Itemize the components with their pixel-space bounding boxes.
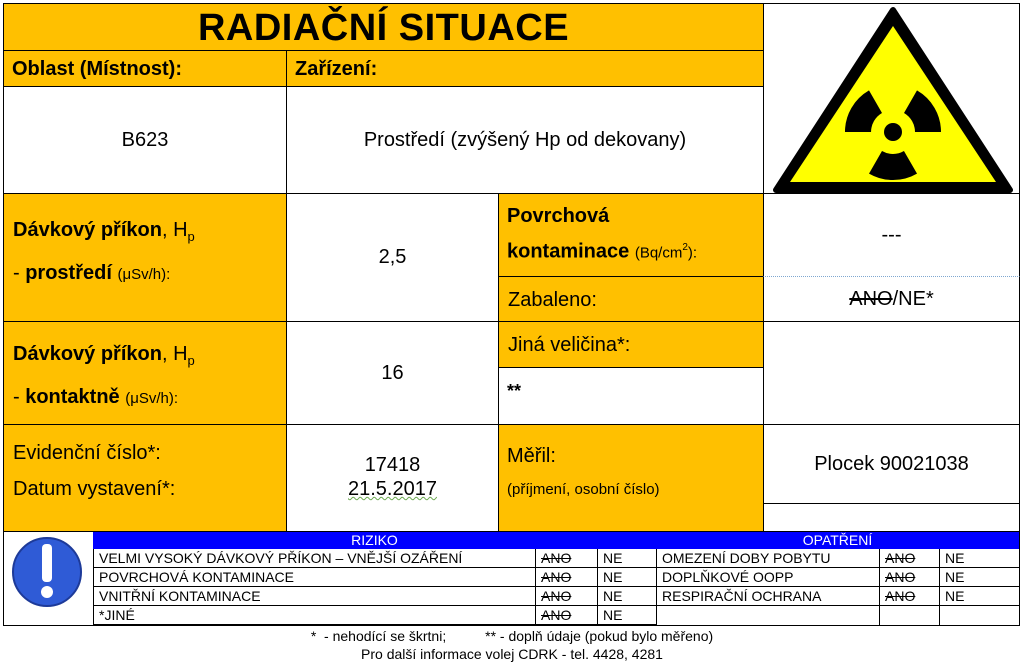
device-value: Prostředí (zvýšený Hp od dekovany) bbox=[286, 86, 764, 194]
evidence-label: Evidenční číslo*: bbox=[13, 442, 161, 464]
radiation-warning-icon bbox=[764, 4, 1021, 195]
risk-row-yes: ANO bbox=[535, 587, 597, 606]
device-label: Zařízení: bbox=[286, 50, 764, 87]
date-label: Datum vystavení*: bbox=[13, 478, 176, 500]
risk-row-yes: ANO bbox=[535, 606, 597, 625]
page-title: RADIAČNÍ SITUACE bbox=[3, 3, 764, 51]
risk-row-yes: ANO bbox=[535, 568, 597, 587]
risk-row-no: NE bbox=[597, 549, 656, 568]
measured-label-cell bbox=[498, 424, 764, 532]
packed-value: ANO /NE* bbox=[763, 276, 1020, 322]
evidence-date-values bbox=[286, 424, 499, 532]
date-value: 21.5.2017 bbox=[348, 478, 437, 500]
measures-row-text: RESPIRAČNÍ OCHRANA bbox=[656, 587, 879, 606]
measures-row-no: NE bbox=[939, 568, 1019, 587]
measures-row-yes: ANO bbox=[879, 568, 939, 587]
other-quantity-value: ** bbox=[498, 367, 764, 425]
surface-contamination-label: Povrchová kontaminace $(Bq/cm^2)$: bbox=[498, 193, 764, 277]
measures-row-text: DOPLŇKOVÉ OOPP bbox=[656, 568, 879, 587]
measured-extra bbox=[763, 503, 1020, 532]
footer-note: * - nehodící se škrtni; ** - doplň údaje (pokud bylo měřeno) bbox=[310, 628, 714, 644]
measures-row-no: NE bbox=[939, 587, 1019, 606]
dose-env-label: Dávkový příkon, $H_p$ - prostředí (μSv/h): bbox=[3, 193, 287, 322]
risk-row-no: NE bbox=[597, 568, 656, 587]
measures-row-text: OMEZENÍ DOBY POBYTU bbox=[656, 549, 879, 568]
surface-contamination-value: --- bbox=[763, 193, 1020, 277]
exclamation-icon bbox=[4, 532, 92, 625]
other-quantity-extra bbox=[763, 321, 1020, 425]
evidence-date-labels bbox=[3, 424, 287, 532]
risk-header: RIZIKO bbox=[93, 532, 656, 549]
measures-row-yes: ANO bbox=[879, 549, 939, 568]
dose-contact-value: 16 bbox=[286, 321, 499, 425]
risk-row-text: *JINÉ bbox=[93, 606, 535, 625]
measures-row-yes: ANO bbox=[879, 587, 939, 606]
area-label: Oblast (Místnost): bbox=[3, 50, 287, 87]
risk-row-yes: ANO bbox=[535, 549, 597, 568]
risk-row-no: NE bbox=[597, 606, 656, 625]
footer-contact: Pro další informace volej CDRK - tel. 4428, 4281 bbox=[361, 646, 663, 662]
radiation-sign-cell bbox=[763, 3, 1020, 194]
measures-row-no: NE bbox=[939, 549, 1019, 568]
risk-row-text: POVRCHOVÁ KONTAMINACE bbox=[93, 568, 535, 587]
other-quantity-label: Jiná veličina*: bbox=[498, 321, 764, 368]
area-value: B623 bbox=[3, 86, 287, 194]
measured-label: Měřil: bbox=[507, 445, 556, 467]
risk-row-text: VNITŘNÍ KONTAMINACE bbox=[93, 587, 535, 606]
dose-contact-label: Dávkový příkon, $H_p$ - kontaktně (μSv/h): bbox=[3, 321, 287, 425]
info-icon-cell bbox=[4, 532, 92, 625]
evidence-value: 17418 bbox=[364, 454, 421, 476]
measured-sublabel: (příjmení, osobní číslo) bbox=[507, 481, 660, 498]
dose-env-value: 2,5 bbox=[286, 193, 499, 322]
risk-row-no: NE bbox=[597, 587, 656, 606]
measures-header: OPATŘENÍ bbox=[656, 532, 1019, 549]
measured-value: Plocek 90021038 bbox=[763, 424, 1020, 504]
risk-row-text: VELMI VYSOKÝ DÁVKOVÝ PŘÍKON – VNĚJŠÍ OZÁŘENÍ bbox=[93, 549, 535, 568]
packed-label: Zabaleno: bbox=[498, 276, 764, 322]
